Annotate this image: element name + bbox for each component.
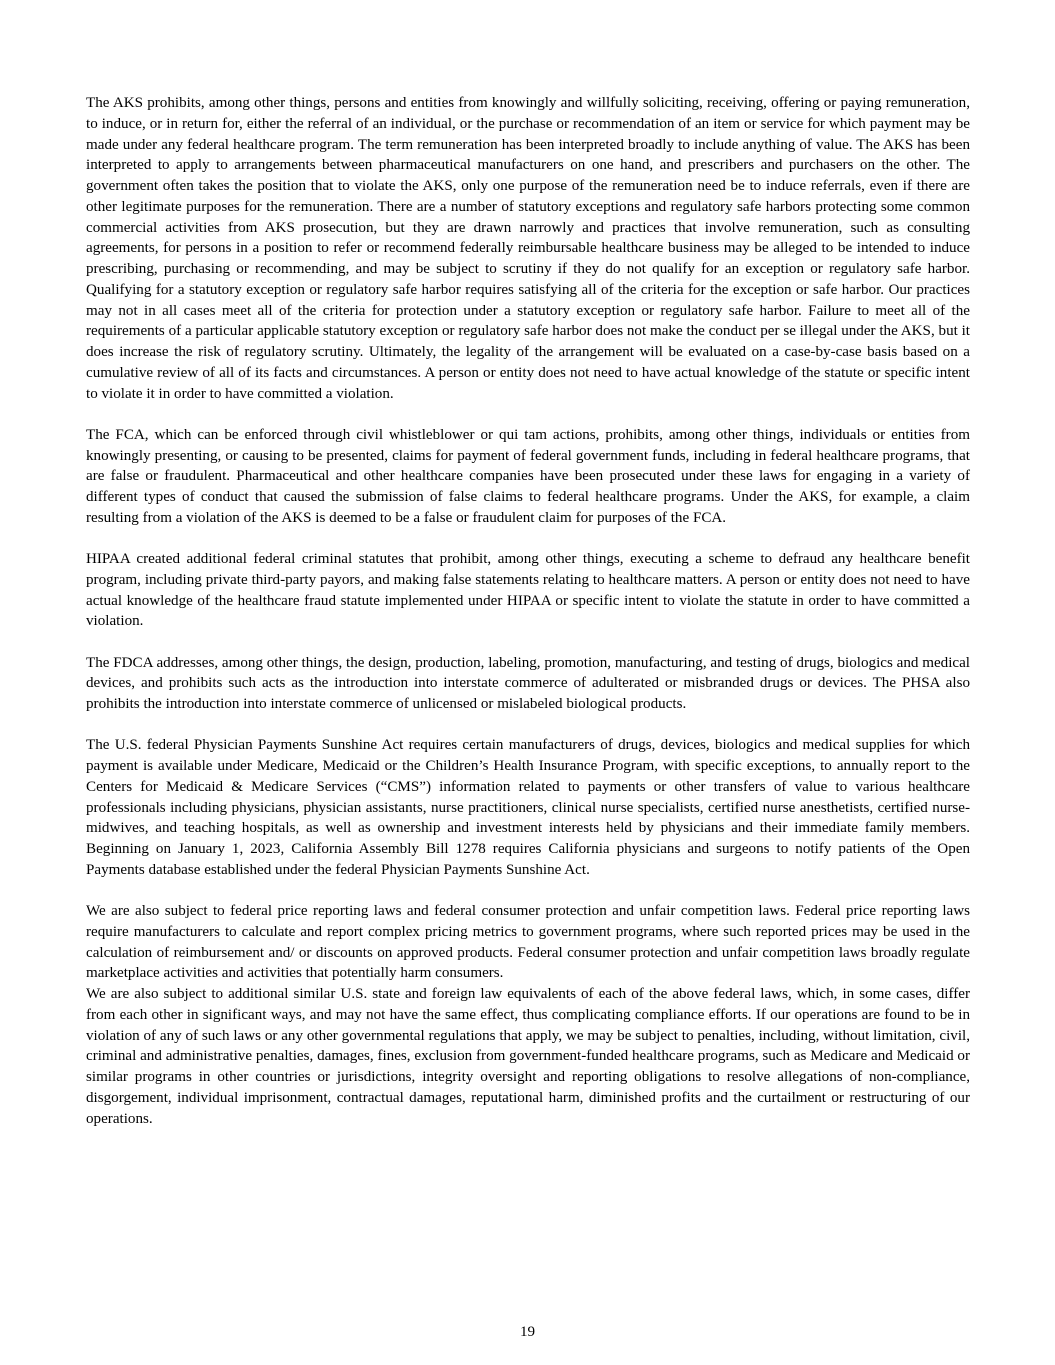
paragraph-state-foreign-laws: We are also subject to additional similar U.S. state and foreign law equivalents of each of the above federal laws, which, in some cases, differ from each other in significant ways, and may not have the same effect, thus complicating compliance efforts. If our operations are found to be in violation of any of such laws or any other governmental regulations that apply, we may be subject to penalties, including, without limitation, civil, criminal and administrative penalties, damages, fines, exclusion from government-funded healthcare programs, such as Medicare and Medicaid or similar programs in other countries or jurisdictions, integrity oversight and reporting obligations to resolve allegations of non-compliance, disgorgement, individual imprisonment, contractual damages, reputational harm, diminished profits and the curtailment or restructuring of our operations. bbox=[86, 986, 970, 1127]
paragraph-sunshine-act: The U.S. federal Physician Payments Sunshine Act requires certain manufacturers of drugs, devices, biologics and medical supplies for which payment is available under Medicare, Medicaid or the Children’s Health Insurance Program, with specific exceptions, to annually report to the Centers for Medicaid & Medicare Services (“CMS”) information related to payments or other transfers of value to various healthcare professionals including physicians, physician assistants, nurse practitioners, clinical nurse specialists, certified nurse anesthetists, certified nurse-midwives, and teaching hospitals, as well as ownership and investment interests held by physicians and their immediate family members. Beginning on January 1, 2023, California Assembly Bill 1278 requires California physicians and surgeons to notify patients of the Open Payments database established under the federal Physician Payments Sunshine Act. bbox=[86, 737, 970, 878]
paragraph-price-reporting: We are also subject to federal price reporting laws and federal consumer protection and unfair competition laws. Federal price reporting laws require manufacturers to calculate and report complex pricing metrics to government programs, where such reported prices may be used in the calculation of reimbursement and/ or discounts on approved products. Federal consumer protection and unfair competition laws broadly regulate marketplace activities and activities that potentially harm consumers. bbox=[86, 903, 970, 982]
paragraph-fdca: The FDCA addresses, among other things, the design, production, labeling, promotion, manufacturing, and testing of drugs, biologics and medical devices, and prohibits such acts as the introduction into interstate commerce of adulterated or misbranded drugs or devices. The PHSA also prohibits the introduction into interstate commerce of unlicensed or mislabeled biological products. bbox=[86, 654, 970, 712]
document-body bbox=[86, 93, 970, 1129]
paragraph-hipaa: HIPAA created additional federal criminal statutes that prohibit, among other things, executing a scheme to defraud any healthcare benefit program, including private third-party payors, and making false statements relating to healthcare matters. A person or entity does not need to have actual knowledge of the healthcare fraud statute implemented under HIPAA or specific intent to violate the statute in order to have committed a violation. bbox=[86, 551, 970, 630]
paragraph-aks: The AKS prohibits, among other things, persons and entities from knowingly and willfully soliciting, receiving, offering or paying remuneration, to induce, or in return for, either the referral of an individual, or the purchase or recommendation of an item or service for which payment may be made under any federal healthcare program. The term remuneration has been interpreted broadly to include anything of value. The AKS has been interpreted to apply to arrangements between pharmaceutical manufacturers on one hand, and prescribers and purchasers on the other. The government often takes the position that to violate the AKS, only one purpose of the remuneration need be to induce referrals, even if there are other legitimate purposes for the remuneration. There are a number of statutory exceptions and regulatory safe harbors protecting some common commercial activities from AKS prosecution, but they are drawn narrowly and practices that involve remuneration, such as consulting agreements, for persons in a position to refer or recommend federally reimbursable healthcare business may be alleged to be intended to induce prescribing, purchasing or recommending, and may be subject to scrutiny if they do not qualify for an exception or regulatory safe harbor. Qualifying for a statutory exception or regulatory safe harbor requires satisfying all of the criteria for the exception or safe harbor. Our practices may not in all cases meet all of the criteria for protection under a statutory exception or regulatory safe harbor. Failure to meet all of the requirements of a particular applicable statutory exception or regulatory safe harbor does not make the conduct per se illegal under the AKS, but it does increase the risk of regulatory scrutiny. Ultimately, the legality of the arrangement will be evaluated on a case-by-case basis based on a cumulative review of all of its facts and circumstances. A person or entity does not need to have actual knowledge of the statute or specific intent to violate it in order to have committed a violation. bbox=[86, 95, 970, 402]
paragraph-fca: The FCA, which can be enforced through civil whistleblower or qui tam actions, prohibits, among other things, individuals or entities from knowingly presenting, or causing to be presented, claims for payment of federal government funds, including in federal healthcare programs, that are false or fraudulent. Pharmaceutical and other healthcare companies have been prosecuted under these laws for engaging in a variety of different types of conduct that caused the submission of false claims to federal healthcare programs. Under the AKS, for example, a claim resulting from a violation of the AKS is deemed to be a false or fraudulent claim for purposes of the FCA. bbox=[86, 426, 970, 526]
page-number: 19 bbox=[519, 1324, 536, 1340]
